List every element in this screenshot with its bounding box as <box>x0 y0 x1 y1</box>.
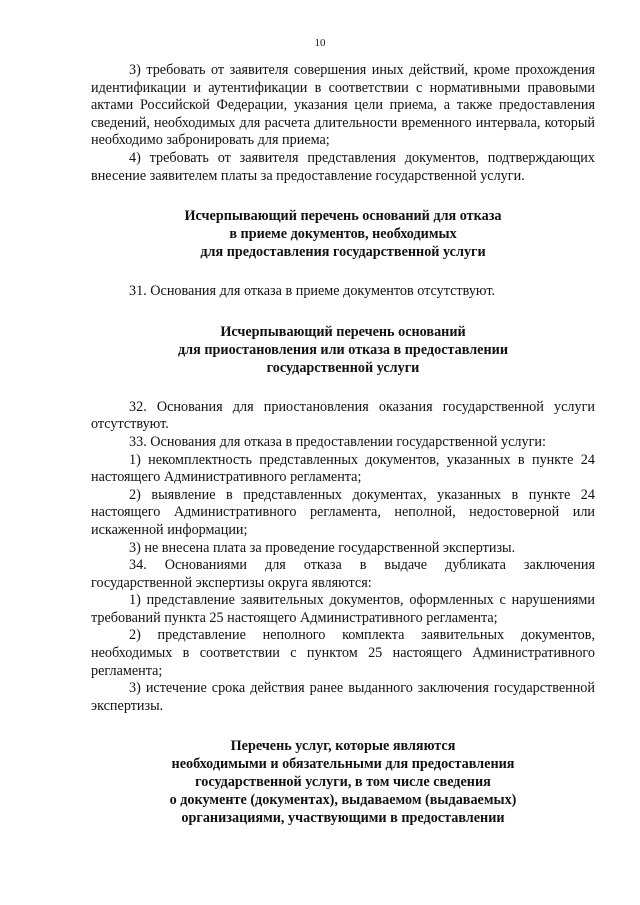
heading-line: для приостановления или отказа в предоставлении <box>177 341 508 358</box>
section-heading-refusal-acceptance <box>91 207 595 261</box>
heading-line: необходимыми и обязательными для предоставления <box>171 756 515 773</box>
heading-line: в приеме документов, необходимых <box>229 226 457 243</box>
paragraph-34-item-2: 2) представление неполного комплекта заявительных документов, необходимых в соответствии с пунктом 25 настоящего Административного регламента; <box>91 627 595 679</box>
section-heading-related-services <box>91 737 595 827</box>
paragraph-31: 31. Основания для отказа в приеме документов отсутствуют. <box>129 283 496 300</box>
paragraph-32: 32. Основания для приостановления оказания государственной услуги отсутствуют. <box>91 398 595 433</box>
paragraph-33-item-2: 2) выявление в представленных документах, указанных в пункте 24 настоящего Административного регламента, неполной, недостоверной или искаженной информации; <box>91 486 595 538</box>
paragraph-33: 33. Основания для отказа в предоставлении государственной услуги: <box>129 433 546 450</box>
paragraph-34: 34. Основаниями для отказа в выдаче дубликата заключения государственной экспертизы округа являются: <box>91 557 595 591</box>
heading-line: Перечень услуг, которые являются <box>230 738 456 755</box>
heading-line: Исчерпывающий перечень оснований для отказа <box>184 208 502 225</box>
paragraph-item-3: 3) требовать от заявителя совершения иных действий, кроме прохождения идентификации и аутентификации в соответствии с нормативными правовыми актами Российской Федерации, указания цели приема, а также предоставления сведений, необходимых для расчета длительности временного интервала, который необходимо забронировать для приема; <box>91 62 595 149</box>
paragraph-33-item-1: 1) некомплектность представленных документов, указанных в пункте 24 настоящего Административного регламента; <box>91 451 595 486</box>
paragraph-33-item-3: 3) не внесена плата за проведение государственной экспертизы. <box>129 539 516 556</box>
heading-line: для предоставления государственной услуги <box>200 244 486 261</box>
section-heading-suspension-refusal <box>91 323 595 377</box>
heading-line: Исчерпывающий перечень оснований <box>220 323 466 340</box>
page-number: 10 <box>314 37 326 49</box>
document-body <box>91 62 595 827</box>
heading-line: организациями, участвующими в предоставлении <box>181 810 505 827</box>
paragraph-item-4: 4) требовать от заявителя представления документов, подтверждающих внесение заявителем платы за предоставление государственной услуги. <box>91 149 595 184</box>
paragraph-34-item-3: 3) истечение срока действия ранее выданного заключения государственной экспертизы. <box>91 680 595 714</box>
paragraph-34-item-1: 1) представление заявительных документов, оформленных с нарушениями требований пункта 25 настоящего Административного регламента; <box>91 592 595 626</box>
heading-line: о документе (документах), выдаваемом (выдаваемых) <box>169 792 517 809</box>
heading-line: государственной услуги <box>266 359 420 376</box>
heading-line: государственной услуги, в том числе сведения <box>195 774 491 791</box>
